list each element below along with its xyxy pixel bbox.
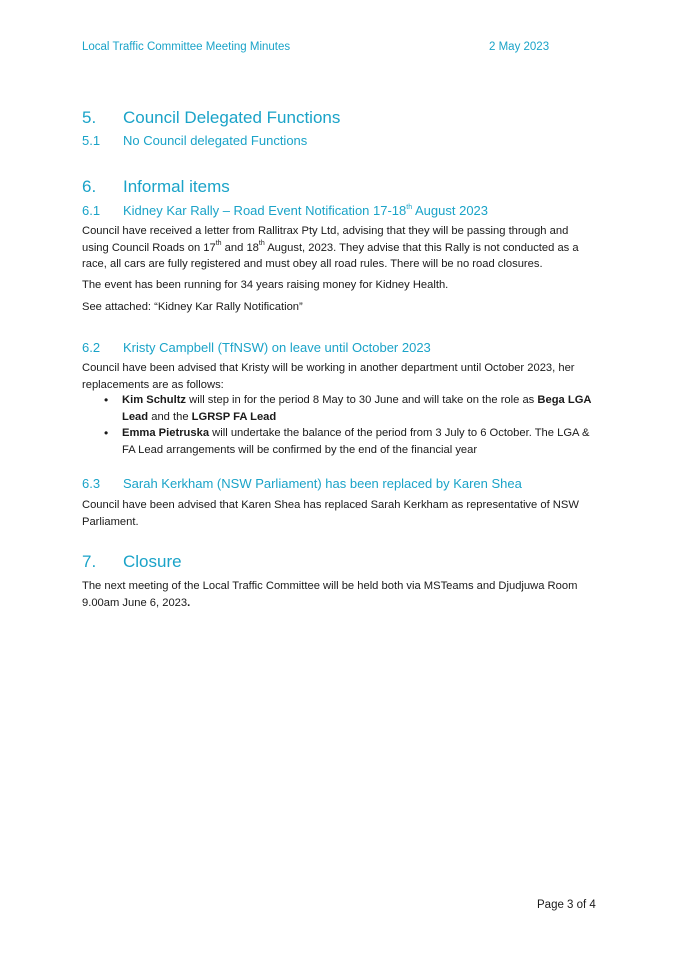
- replacement-list: [82, 392, 597, 458]
- subsection-title: Sarah Kerkham (NSW Parliament) has been replaced by Karen Shea: [123, 476, 522, 491]
- text: .: [187, 596, 191, 609]
- section-title: Informal items: [123, 177, 230, 196]
- subsection-title: No Council delegated Functions: [123, 133, 308, 148]
- page-number: Page 3 of 4: [537, 899, 596, 911]
- text: will step in for the period 8 May to 30 June and will take on the role as: [186, 394, 538, 406]
- event-history-paragraph: The event has been running for 34 years raising money for Kidney Health.: [82, 279, 449, 291]
- subsection-title: Kristy Campbell (TfNSW) on leave until October 2023: [123, 340, 431, 355]
- bullet-icon: •: [104, 426, 109, 440]
- subsection-number: 5.1: [82, 133, 101, 148]
- attachment-paragraph: See attached: “Kidney Kar Rally Notification”: [82, 301, 303, 313]
- replacement-intro-paragraph: Council have been advised that Kristy will be working in another department until October 2023, her replacements are as follows:: [82, 362, 575, 391]
- section-6-1-heading: [82, 203, 488, 218]
- header-date: 2 May 2023: [489, 41, 550, 53]
- subsection-number: 6.3: [82, 476, 101, 491]
- header-title: Local Traffic Committee Meeting Minutes: [82, 41, 291, 53]
- superscript: th: [215, 239, 222, 247]
- role: Bega LGA Lead: [122, 394, 592, 423]
- closure-paragraph: [82, 578, 597, 611]
- role: LGRSP FA Lead: [191, 410, 277, 423]
- text: will undertake the balance of the period from 3 July to 6 October. The LGA & FA Lead arrangements will be confirmed by the end of the financial year: [122, 427, 590, 456]
- section-6-2-heading: [82, 340, 431, 355]
- superscript: th: [406, 203, 413, 211]
- section-number: 6.: [82, 177, 97, 196]
- parliament-paragraph: Council have been advised that Karen Shea has replaced Sarah Kerkham as representative of NSW Parliament.: [82, 499, 579, 528]
- text: The next meeting of the Local Traffic Committee will be held both via MSTeams and Djudjuwa Room 9.00am June 6, 2023: [82, 580, 578, 609]
- subsection-title: Kidney Kar Rally – Road Event Notification 17-18: [123, 203, 407, 218]
- section-5-1-heading: [82, 133, 307, 148]
- section-title: Council Delegated Functions: [123, 108, 341, 127]
- subsection-number: 6.1: [82, 203, 101, 218]
- list-item: [82, 425, 597, 458]
- section-6-3-heading: [82, 476, 522, 491]
- section-6-heading: [82, 177, 230, 197]
- section-7-heading: [82, 552, 182, 572]
- rally-paragraph: [82, 223, 597, 273]
- section-title: Closure: [123, 552, 182, 571]
- text: and the: [148, 410, 192, 423]
- subsection-title-end: August 2023: [412, 203, 489, 218]
- text: and 18: [221, 241, 259, 254]
- person-name: Emma Pietruska: [122, 427, 210, 439]
- text: August, 2023. They advise that this Rally is not conducted as a race, all cars are fully registered and must obey all road rules. There will be no road closures.: [82, 241, 579, 270]
- bullet-icon: •: [104, 393, 109, 407]
- section-5-heading: [82, 108, 340, 128]
- list-item: [82, 392, 597, 425]
- section-number: 7.: [82, 552, 97, 571]
- section-number: 5.: [82, 108, 97, 127]
- superscript: th: [258, 239, 265, 247]
- person-name: Kim Schultz: [122, 394, 187, 406]
- text: Council have received a letter from Rallitrax Pty Ltd, advising that they will be passing through and using Council Roads on 17: [82, 225, 569, 254]
- subsection-number: 6.2: [82, 340, 101, 355]
